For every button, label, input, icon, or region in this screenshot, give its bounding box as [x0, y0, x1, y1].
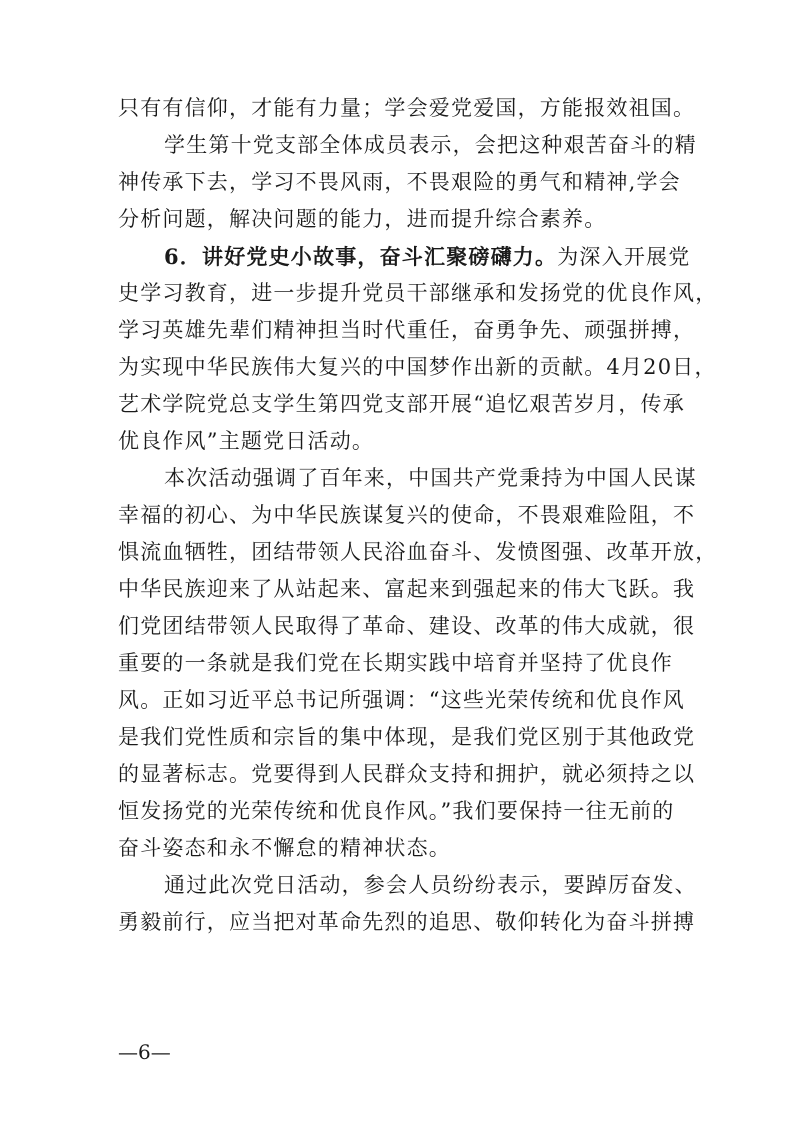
paragraph-line: 通过此次党日活动，参会人员纷纷表示，要踔厉奋发、 [164, 873, 697, 897]
section-heading: 6．讲好党史小故事，奋斗汇聚磅礴力。 [164, 244, 558, 269]
paragraph-line: 神传承下去，学习不畏风雨，不畏艰险的勇气和精神,学会 [118, 170, 681, 194]
paragraph-line: 优良作风”主题党日活动。 [118, 429, 375, 453]
paragraph-line: 奋斗姿态和永不懈怠的精神状态。 [118, 836, 451, 860]
paragraph-line: 勇毅前行，应当把对革命先烈的追思、敬仰转化为奋斗拼搏 [118, 910, 696, 934]
paragraph-line: 重要的一条就是我们党在长期实践中培育并坚持了优良作 [118, 651, 673, 675]
body-text [118, 90, 718, 941]
paragraph-line: 风。正如习近平总书记所强调：“这些光荣传统和优良作风 [118, 688, 685, 712]
paragraph-line: 为实现中华民族伟大复兴的中国梦作出新的贡献。4月20日， [118, 355, 717, 379]
paragraph-3 [118, 238, 718, 460]
paragraph-line: 学生第十党支部全体成员表示，会把这种艰苦奋斗的精 [164, 133, 697, 157]
paragraph-line: 们党团结带领人民取得了革命、建设、改革的伟大成就，很 [118, 614, 696, 638]
paragraph-line: 分析问题，解决问题的能力，进而提升综合素养。 [118, 207, 607, 231]
paragraph-1 [118, 90, 696, 127]
paragraph-line: 艺术学院党总支学生第四党支部开展“追忆艰苦岁月，传承 [118, 392, 685, 416]
paragraph-line: 学习英雄先辈们精神担当时代重任，奋勇争先、顽强拼搏， [118, 318, 696, 342]
paragraph-line: 史学习教育，进一步提升党员干部继承和发扬党的优良作风， [118, 281, 718, 305]
paragraph-line: 的显著标志。党要得到人民群众支持和拥护，就必须持之以 [118, 762, 696, 786]
paragraph-4 [118, 460, 718, 867]
heading-line-rest: 为深入开展党 [557, 245, 691, 269]
paragraph-line: 惧流血牺牲，团结带领人民浴血奋斗、发愤图强、改革开放， [118, 540, 718, 564]
paragraph-line: 本次活动强调了百年来，中国共产党秉持为中国人民谋 [164, 466, 697, 490]
paragraph-line: 幸福的初心、为中华民族谋复兴的使命，不畏艰难险阻，不 [118, 503, 696, 527]
page-number: —6— [118, 1040, 171, 1064]
paragraph-5 [118, 867, 697, 941]
paragraph-line: 只有有信仰，才能有力量；学会爱党爱国，方能报效祖国。 [118, 96, 696, 120]
paragraph-first-line [118, 238, 691, 275]
paragraph-line: 恒发扬党的光荣传统和优良作风。”我们要保持一往无前的 [118, 799, 675, 823]
paragraph-line: 是我们党性质和宗旨的集中体现，是我们党区别于其他政党 [118, 725, 696, 749]
paragraph-2 [118, 127, 697, 238]
paragraph-line: 中华民族迎来了从站起来、富起来到强起来的伟大飞跃。我 [118, 577, 696, 601]
